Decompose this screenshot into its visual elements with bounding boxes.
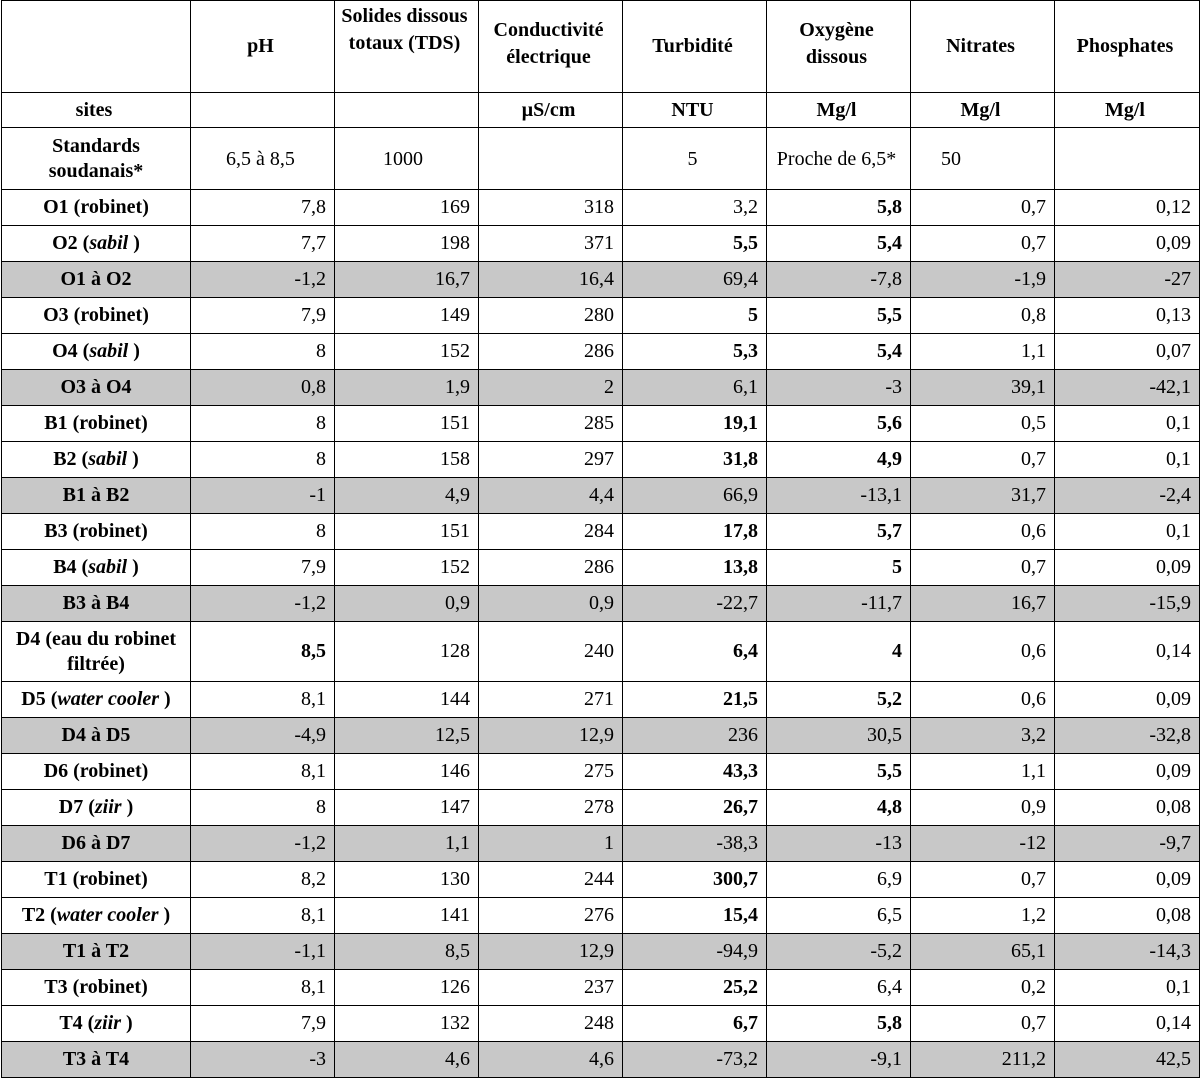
cell-phosphates: -9,7 [1055,826,1200,862]
site-name [2,790,191,826]
site-name-italic: sabil [88,448,128,470]
cell-nitrates: 39,1 [911,370,1055,406]
cell-nitrates: 0,7 [911,442,1055,478]
cell-nitrates: 16,7 [911,586,1055,622]
cell-phosphates: 0,1 [1055,442,1200,478]
cell-ph: 8,5 [191,622,335,682]
cell-nitrates: 65,1 [911,934,1055,970]
table-row [2,790,1200,826]
site-name-prefix: O2 ( [52,232,90,254]
cell-nitrates: 0,7 [911,550,1055,586]
table-row [2,298,1200,334]
cell-ph: 7,8 [191,190,335,226]
cell-turbidity: 236 [623,718,767,754]
cell-conductivity: 278 [479,790,623,826]
cell-ph: -1,1 [191,934,335,970]
cell-nitrates: 0,6 [911,514,1055,550]
cell-dissolved-oxygen: 5,7 [767,514,911,550]
cell-tds: 4,6 [335,1042,479,1078]
cell-conductivity: 284 [479,514,623,550]
site-name: D4 à D5 [2,718,191,754]
cell-nitrates: 211,2 [911,1042,1055,1078]
cell-nitrates: 0,7 [911,862,1055,898]
cell-phosphates: 0,09 [1055,226,1200,262]
cell-conductivity: 1 [479,826,623,862]
cell-turbidity: -94,9 [623,934,767,970]
standards-phosphates [1055,128,1200,190]
cell-ph: 8,1 [191,898,335,934]
cell-nitrates: 0,5 [911,406,1055,442]
difference-row [2,934,1200,970]
cell-dissolved-oxygen: 5,2 [767,682,911,718]
site-name-suffix: ) [121,796,134,818]
cell-tds: 4,9 [335,478,479,514]
site-name: B1 à B2 [2,478,191,514]
site-name-suffix: ) [127,556,139,578]
cell-conductivity: 371 [479,226,623,262]
cell-tds: 141 [335,898,479,934]
cell-dissolved-oxygen: -9,1 [767,1042,911,1078]
site-name-prefix: B2 ( [53,448,89,470]
standards-ph: 6,5 à 8,5 [191,128,335,190]
cell-dissolved-oxygen: 5,4 [767,226,911,262]
cell-phosphates: -42,1 [1055,370,1200,406]
cell-ph: 8,2 [191,862,335,898]
cell-dissolved-oxygen: 6,5 [767,898,911,934]
cell-turbidity: 300,7 [623,862,767,898]
units-row [2,93,1200,128]
cell-turbidity: 25,2 [623,970,767,1006]
cell-tds: 158 [335,442,479,478]
cell-conductivity: 2 [479,370,623,406]
cell-dissolved-oxygen: 5 [767,550,911,586]
cell-tds: 1,1 [335,826,479,862]
table-row [2,622,1200,682]
cell-ph: -1 [191,478,335,514]
site-name: B1 (robinet) [2,406,191,442]
cell-conductivity: 286 [479,334,623,370]
table-row [2,190,1200,226]
standards-nitrates: 50 [911,128,1055,190]
cell-dissolved-oxygen: 6,4 [767,970,911,1006]
cell-tds: 128 [335,622,479,682]
cell-dissolved-oxygen: -13,1 [767,478,911,514]
site-name: O1 à O2 [2,262,191,298]
cell-tds: 169 [335,190,479,226]
cell-phosphates: 0,12 [1055,190,1200,226]
header-nitrates: Nitrates [911,1,1055,93]
site-name: B3 (robinet) [2,514,191,550]
table-row [2,514,1200,550]
standards-label: Standards soudanais* [2,128,191,190]
cell-turbidity: 31,8 [623,442,767,478]
units-dissolved-oxygen: Mg/l [767,93,911,128]
site-name: D4 (eau du robinet filtrée) [2,622,191,682]
site-name: T3 à T4 [2,1042,191,1078]
cell-conductivity: 276 [479,898,623,934]
cell-conductivity: 280 [479,298,623,334]
cell-tds: 132 [335,1006,479,1042]
cell-phosphates: 0,08 [1055,790,1200,826]
table-row [2,754,1200,790]
header-blank [2,1,191,93]
cell-phosphates: 0,1 [1055,514,1200,550]
cell-conductivity: 275 [479,754,623,790]
site-name: O3 à O4 [2,370,191,406]
header-turbidity: Turbidité [623,1,767,93]
site-name [2,334,191,370]
cell-ph: 8 [191,334,335,370]
site-name-suffix: ) [159,688,171,710]
cell-turbidity: -73,2 [623,1042,767,1078]
standards-conductivity [479,128,623,190]
cell-phosphates: 0,07 [1055,334,1200,370]
cell-phosphates: 0,09 [1055,754,1200,790]
cell-tds: 151 [335,406,479,442]
cell-turbidity: 43,3 [623,754,767,790]
header-tds: Solides dissous totaux (TDS) [335,1,479,93]
cell-phosphates: 0,14 [1055,1006,1200,1042]
cell-nitrates: 3,2 [911,718,1055,754]
cell-dissolved-oxygen: 5,8 [767,1006,911,1042]
cell-conductivity: 286 [479,550,623,586]
cell-phosphates: -27 [1055,262,1200,298]
cell-tds: 0,9 [335,586,479,622]
units-nitrates: Mg/l [911,93,1055,128]
cell-turbidity: 21,5 [623,682,767,718]
site-name [2,898,191,934]
cell-tds: 126 [335,970,479,1006]
units-ph [191,93,335,128]
cell-conductivity: 318 [479,190,623,226]
difference-row [2,718,1200,754]
site-name-prefix: D7 ( [58,796,95,818]
cell-conductivity: 297 [479,442,623,478]
cell-ph: -3 [191,1042,335,1078]
site-name-suffix: ) [127,448,139,470]
cell-ph: 7,9 [191,298,335,334]
site-name-italic: sabil [89,340,129,362]
cell-dissolved-oxygen: -7,8 [767,262,911,298]
header-phosphates: Phosphates [1055,1,1200,93]
cell-turbidity: 5,3 [623,334,767,370]
cell-dissolved-oxygen: 4,8 [767,790,911,826]
table-row [2,226,1200,262]
site-name-italic: water cooler [56,904,159,926]
cell-phosphates: 0,09 [1055,550,1200,586]
cell-nitrates: 1,2 [911,898,1055,934]
cell-phosphates: 0,08 [1055,898,1200,934]
table-row [2,442,1200,478]
water-quality-table [1,0,1200,1078]
cell-dissolved-oxygen: 5,6 [767,406,911,442]
cell-phosphates: -32,8 [1055,718,1200,754]
site-name: B3 à B4 [2,586,191,622]
difference-row [2,1042,1200,1078]
cell-dissolved-oxygen: 30,5 [767,718,911,754]
cell-nitrates: 0,6 [911,682,1055,718]
table-row [2,406,1200,442]
header-conductivity: Conductivité électrique [479,1,623,93]
cell-dissolved-oxygen: -13 [767,826,911,862]
cell-turbidity: 15,4 [623,898,767,934]
cell-turbidity: 6,4 [623,622,767,682]
cell-tds: 8,5 [335,934,479,970]
units-sites-label: sites [2,93,191,128]
cell-ph: 0,8 [191,370,335,406]
cell-dissolved-oxygen: -11,7 [767,586,911,622]
cell-nitrates: 0,7 [911,226,1055,262]
cell-phosphates: 0,09 [1055,862,1200,898]
cell-dissolved-oxygen: 5,4 [767,334,911,370]
site-name-prefix: O4 ( [52,340,90,362]
cell-phosphates: 0,13 [1055,298,1200,334]
cell-conductivity: 285 [479,406,623,442]
site-name-italic: sabil [88,556,128,578]
table-row [2,970,1200,1006]
cell-ph: 8,1 [191,682,335,718]
site-name-suffix: ) [128,232,140,254]
cell-ph: 8 [191,790,335,826]
cell-nitrates: 0,2 [911,970,1055,1006]
cell-nitrates: 1,1 [911,334,1055,370]
header-ph: pH [191,1,335,93]
difference-row [2,586,1200,622]
difference-row [2,826,1200,862]
site-name-prefix: T4 ( [59,1012,95,1034]
cell-conductivity: 244 [479,862,623,898]
cell-ph: 8 [191,406,335,442]
cell-ph: 8,1 [191,970,335,1006]
cell-ph: 8 [191,514,335,550]
cell-tds: 151 [335,514,479,550]
cell-phosphates: 42,5 [1055,1042,1200,1078]
cell-ph: -4,9 [191,718,335,754]
cell-dissolved-oxygen: 4,9 [767,442,911,478]
site-name: T1 (robinet) [2,862,191,898]
cell-tds: 130 [335,862,479,898]
cell-tds: 146 [335,754,479,790]
site-name-italic: water cooler [57,688,160,710]
cell-dissolved-oxygen: 5,8 [767,190,911,226]
cell-conductivity: 16,4 [479,262,623,298]
cell-dissolved-oxygen: 6,9 [767,862,911,898]
cell-phosphates: 0,1 [1055,970,1200,1006]
cell-turbidity: 26,7 [623,790,767,826]
site-name: D6 à D7 [2,826,191,862]
cell-ph: -1,2 [191,586,335,622]
cell-conductivity: 12,9 [479,934,623,970]
cell-dissolved-oxygen: 5,5 [767,754,911,790]
site-name [2,682,191,718]
cell-nitrates: 0,8 [911,298,1055,334]
cell-turbidity: -22,7 [623,586,767,622]
site-name: T3 (robinet) [2,970,191,1006]
cell-phosphates: 0,14 [1055,622,1200,682]
cell-turbidity: 5 [623,298,767,334]
cell-nitrates: 0,6 [911,622,1055,682]
cell-tds: 144 [335,682,479,718]
cell-conductivity: 4,4 [479,478,623,514]
units-tds [335,93,479,128]
cell-phosphates: -14,3 [1055,934,1200,970]
site-name-suffix: ) [128,340,140,362]
cell-ph: 7,9 [191,550,335,586]
cell-conductivity: 4,6 [479,1042,623,1078]
site-name [2,226,191,262]
cell-tds: 147 [335,790,479,826]
site-name [2,442,191,478]
site-name [2,550,191,586]
cell-ph: 7,7 [191,226,335,262]
cell-tds: 152 [335,550,479,586]
table-row [2,898,1200,934]
cell-ph: 7,9 [191,1006,335,1042]
standards-dissolved-oxygen: Proche de 6,5* [767,128,911,190]
site-name-italic: ziir [94,796,122,818]
site-name: O1 (robinet) [2,190,191,226]
cell-ph: 8 [191,442,335,478]
cell-dissolved-oxygen: 5,5 [767,298,911,334]
site-name-suffix: ) [121,1012,133,1034]
table-row [2,334,1200,370]
standards-row [2,128,1200,190]
cell-ph: -1,2 [191,262,335,298]
units-turbidity: NTU [623,93,767,128]
cell-turbidity: 66,9 [623,478,767,514]
cell-nitrates: 0,7 [911,190,1055,226]
site-name-italic: ziir [94,1012,121,1034]
cell-turbidity: 13,8 [623,550,767,586]
units-phosphates: Mg/l [1055,93,1200,128]
site-name [2,1006,191,1042]
standards-turbidity: 5 [623,128,767,190]
cell-ph: 8,1 [191,754,335,790]
cell-nitrates: 1,1 [911,754,1055,790]
site-name-prefix: B4 ( [53,556,89,578]
cell-tds: 149 [335,298,479,334]
cell-turbidity: 5,5 [623,226,767,262]
cell-dissolved-oxygen: -3 [767,370,911,406]
cell-conductivity: 271 [479,682,623,718]
site-name: T1 à T2 [2,934,191,970]
cell-conductivity: 237 [479,970,623,1006]
cell-tds: 1,9 [335,370,479,406]
cell-conductivity: 12,9 [479,718,623,754]
table-row [2,550,1200,586]
units-conductivity: µS/cm [479,93,623,128]
site-name-italic: sabil [89,232,129,254]
cell-turbidity: 3,2 [623,190,767,226]
site-name: O3 (robinet) [2,298,191,334]
cell-tds: 152 [335,334,479,370]
cell-turbidity: 6,7 [623,1006,767,1042]
cell-conductivity: 248 [479,1006,623,1042]
cell-phosphates: 0,1 [1055,406,1200,442]
table-row [2,862,1200,898]
cell-nitrates: 0,9 [911,790,1055,826]
cell-dissolved-oxygen: -5,2 [767,934,911,970]
site-name-suffix: ) [158,904,171,926]
site-name-prefix: D5 ( [21,688,58,710]
cell-dissolved-oxygen: 4 [767,622,911,682]
cell-ph: -1,2 [191,826,335,862]
cell-phosphates: -2,4 [1055,478,1200,514]
cell-turbidity: -38,3 [623,826,767,862]
cell-turbidity: 69,4 [623,262,767,298]
cell-conductivity: 0,9 [479,586,623,622]
table-row [2,1006,1200,1042]
table-row [2,682,1200,718]
cell-turbidity: 19,1 [623,406,767,442]
standards-tds: 1000 [335,128,479,190]
header-dissolved-oxygen: Oxygène dissous [767,1,911,93]
cell-nitrates: 0,7 [911,1006,1055,1042]
difference-row [2,478,1200,514]
cell-nitrates: -1,9 [911,262,1055,298]
difference-row [2,262,1200,298]
cell-conductivity: 240 [479,622,623,682]
header-row [2,1,1200,93]
cell-tds: 16,7 [335,262,479,298]
cell-nitrates: 31,7 [911,478,1055,514]
cell-nitrates: -12 [911,826,1055,862]
cell-phosphates: 0,09 [1055,682,1200,718]
cell-tds: 12,5 [335,718,479,754]
cell-turbidity: 17,8 [623,514,767,550]
difference-row [2,370,1200,406]
cell-phosphates: -15,9 [1055,586,1200,622]
cell-tds: 198 [335,226,479,262]
site-name-prefix: T2 ( [21,904,57,926]
cell-turbidity: 6,1 [623,370,767,406]
site-name: D6 (robinet) [2,754,191,790]
